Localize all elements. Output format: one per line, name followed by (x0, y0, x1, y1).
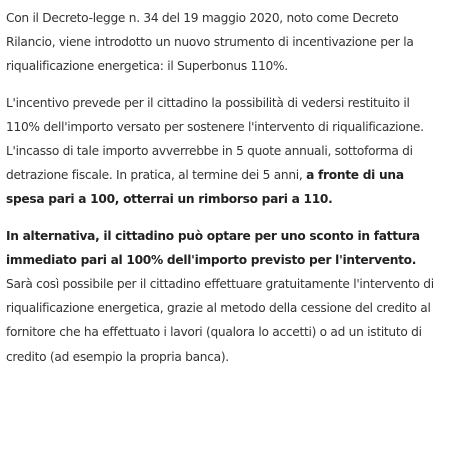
bold-highlight: In alternativa, il cittadino può optare per uno sconto in fattura immediato pari al 100% dell'importo previsto per l'intervento. (6, 228, 420, 267)
bold-highlight: a fronte di una spesa pari a 100, otterrai un rimborso pari a 110. (6, 168, 404, 207)
paragraph-incentivo (6, 91, 445, 212)
paragraph-text: L'incentivo prevede per il cittadino la possibilità di vedersi restituito il 110% dell'importo versato per sostenere l'intervento di riqualificazione. L'incasso di tale importo avverrebbe in 5 quote annuali, sottoforma di detrazione fiscale. In pratica, al termine dei 5 anni, (6, 95, 424, 183)
paragraph-text: Sarà così possibile per il cittadino effettuare gratuitamente l'intervento di riqualificazione energetica, grazie al metodo della cessione del credito al fornitore che ha effettuato i lavori (qualora lo accetti) o ad un istituto di credito (ad esempio la propria banca). (6, 277, 434, 364)
paragraph-alternativa (6, 224, 445, 369)
paragraph-decreto-rilancio (6, 6, 445, 79)
paragraph-text: Con il Decreto-legge n. 34 del 19 maggio 2020, noto come Decreto Rilancio, viene introdotto un nuovo strumento di incentivazione per la riqualificazione energetica: il Superbonus 110%. (6, 11, 414, 74)
